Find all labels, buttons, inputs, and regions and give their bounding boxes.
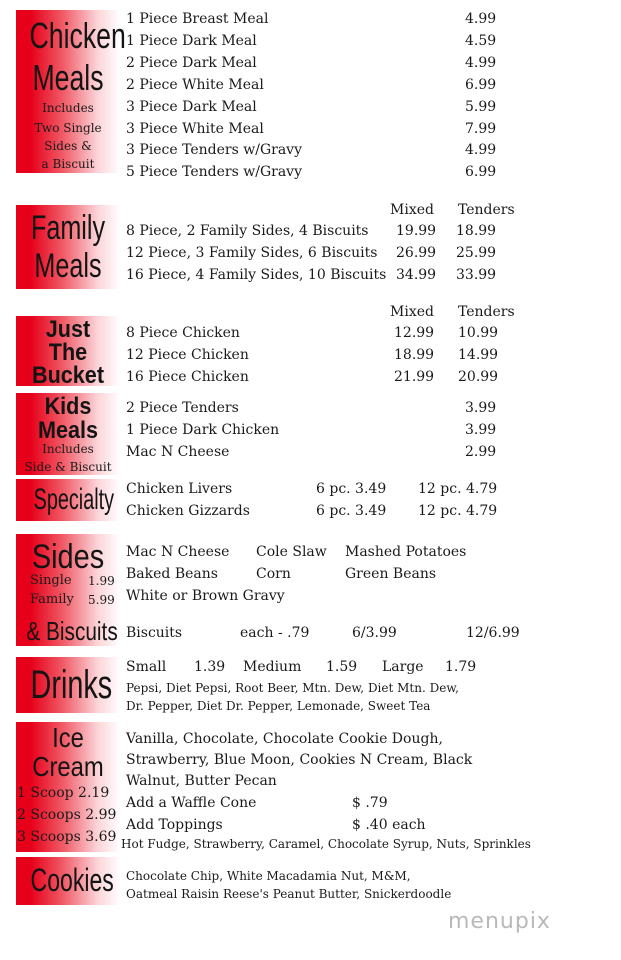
menu-item: Mac N Cheese bbox=[126, 444, 230, 460]
kids-title: Kids bbox=[44, 393, 92, 420]
ice-cream-flavors: Vanilla, Chocolate, Chocolate Cookie Dough, bbox=[126, 731, 443, 747]
menu-item: Chicken Livers bbox=[126, 481, 233, 497]
menu-price: 12 pc. 4.79 bbox=[418, 503, 498, 519]
menu-item: 12 Piece, 3 Family Sides, 6 Biscuits bbox=[126, 245, 378, 261]
menu-price: 6.99 bbox=[465, 77, 497, 93]
toppings-label: Add Toppings bbox=[126, 817, 223, 833]
drink-size: Large bbox=[382, 659, 424, 675]
drink-price: 1.79 bbox=[445, 659, 477, 675]
side-item: Corn bbox=[256, 566, 291, 582]
menu-price: 2.99 bbox=[465, 444, 497, 460]
chicken-title-2: Meals bbox=[32, 57, 104, 98]
menu-item: 12 Piece Chicken bbox=[126, 347, 249, 363]
menu-item: 16 Piece, 4 Family Sides, 10 Biscuits bbox=[126, 267, 387, 283]
scoop-price: 2 Scoops 2.99 bbox=[17, 807, 117, 823]
chicken-note-3: Sides & bbox=[44, 139, 92, 153]
menu-price: 7.99 bbox=[465, 121, 497, 137]
drink-list: Pepsi, Diet Pepsi, Root Beer, Mtn. Dew, Diet Mtn. Dew, bbox=[126, 681, 459, 695]
menu-price: 4.99 bbox=[465, 142, 497, 158]
cookie-list: Oatmeal Raisin Reese's Peanut Butter, Snickerdoodle bbox=[126, 887, 452, 901]
menu-item: Chicken Gizzards bbox=[126, 503, 250, 519]
menu-item: 8 Piece Chicken bbox=[126, 325, 240, 341]
scoop-price: 3 Scoops 3.69 bbox=[17, 829, 117, 845]
ice-cream-flavors: Strawberry, Blue Moon, Cookies N Cream, Black bbox=[126, 752, 473, 768]
cookies-block bbox=[16, 857, 120, 905]
waffle-cone-price: $ .79 bbox=[352, 795, 388, 811]
watermark-logo: menupix bbox=[448, 909, 551, 934]
cookies-title: Cookies bbox=[30, 862, 114, 898]
menu-item: 1 Piece Breast Meal bbox=[126, 11, 269, 27]
sides-title: Sides bbox=[31, 538, 105, 576]
family-meals-block bbox=[16, 205, 120, 289]
specialty-block bbox=[16, 479, 120, 521]
sides-single-price: 1.99 bbox=[88, 574, 115, 588]
chicken-title: Chicken bbox=[29, 15, 126, 56]
biscuits-title: & Biscuits bbox=[26, 616, 118, 646]
drink-price: 1.59 bbox=[326, 659, 358, 675]
col-header-tenders: Tenders bbox=[458, 202, 515, 218]
menu-price: 18.99 bbox=[456, 223, 497, 239]
chicken-meals-block bbox=[16, 10, 126, 173]
family-title: Family bbox=[30, 209, 106, 247]
menu-price: 26.99 bbox=[396, 245, 437, 261]
col-header-tenders: Tenders bbox=[458, 304, 515, 320]
drinks-block bbox=[16, 657, 120, 713]
chicken-note-1: Includes bbox=[42, 101, 94, 115]
sides-block bbox=[16, 534, 120, 646]
toppings-price: $ .40 each bbox=[352, 817, 426, 833]
menu-item: 3 Piece Dark Meal bbox=[126, 99, 257, 115]
biscuits-each: each - .79 bbox=[240, 625, 310, 641]
ice-cream-flavors: Walnut, Butter Pecan bbox=[126, 773, 277, 789]
menu-price: 34.99 bbox=[396, 267, 437, 283]
ice-cream-title-2: Cream bbox=[32, 751, 104, 782]
col-header-mixed: Mixed bbox=[390, 304, 434, 320]
side-item: Mashed Potatoes bbox=[345, 544, 467, 560]
menu-price: 18.99 bbox=[394, 347, 435, 363]
menu-price: 5.99 bbox=[465, 99, 497, 115]
bucket-block bbox=[16, 316, 120, 389]
biscuits-label: Biscuits bbox=[126, 625, 183, 641]
drink-size: Medium bbox=[243, 659, 302, 675]
menu-price: 6.99 bbox=[465, 164, 497, 180]
waffle-cone-label: Add a Waffle Cone bbox=[126, 795, 257, 811]
chicken-note-4: a Biscuit bbox=[41, 157, 95, 171]
side-item: Baked Beans bbox=[126, 566, 218, 582]
drinks-title: Drinks bbox=[30, 663, 113, 707]
menu-price: 12 pc. 4.79 bbox=[418, 481, 498, 497]
bucket-title-2: The bbox=[48, 339, 88, 366]
menu-price: 33.99 bbox=[456, 267, 497, 283]
sides-single-label: Single bbox=[30, 573, 72, 588]
side-item: Green Beans bbox=[345, 566, 437, 582]
side-item: Mac N Cheese bbox=[126, 544, 230, 560]
chicken-note-2: Two Single bbox=[34, 121, 102, 135]
menu-price: 10.99 bbox=[458, 325, 499, 341]
menu-item: 8 Piece, 2 Family Sides, 4 Biscuits bbox=[126, 223, 369, 239]
menu-price: 12.99 bbox=[394, 325, 435, 341]
kids-note-1: Includes bbox=[42, 442, 94, 456]
menu-price: 21.99 bbox=[394, 369, 435, 385]
ice-cream-title: Ice bbox=[52, 722, 84, 753]
sides-family-price: 5.99 bbox=[88, 593, 115, 607]
sides-family-label: Family bbox=[30, 592, 74, 607]
ice-cream-block bbox=[16, 722, 120, 852]
side-item: Cole Slaw bbox=[256, 544, 327, 560]
col-header-mixed: Mixed bbox=[390, 202, 434, 218]
menu-price: 3.99 bbox=[465, 400, 497, 416]
menu-price: 14.99 bbox=[458, 347, 499, 363]
menu-item: 2 Piece Dark Meal bbox=[126, 55, 257, 71]
menu-item: 2 Piece White Meal bbox=[126, 77, 264, 93]
menu-price: 3.99 bbox=[465, 422, 497, 438]
menu-item: 3 Piece White Meal bbox=[126, 121, 264, 137]
menu-item: 2 Piece Tenders bbox=[126, 400, 239, 416]
biscuits-six: 6/3.99 bbox=[352, 625, 397, 641]
menu-item: 1 Piece Dark Meal bbox=[126, 33, 257, 49]
menu-price: 4.99 bbox=[465, 55, 497, 71]
scoop-price: 1 Scoop 2.19 bbox=[17, 785, 110, 801]
drink-price: 1.39 bbox=[194, 659, 226, 675]
side-item: White or Brown Gravy bbox=[126, 588, 285, 604]
menu-price: 4.99 bbox=[465, 11, 497, 27]
kids-title-2: Meals bbox=[37, 417, 99, 444]
menu-item: 3 Piece Tenders w/Gravy bbox=[126, 142, 302, 158]
toppings-list: Hot Fudge, Strawberry, Caramel, Chocolate Syrup, Nuts, Sprinkles bbox=[121, 837, 531, 851]
menu-item: 16 Piece Chicken bbox=[126, 369, 249, 385]
specialty-title: Specialty bbox=[33, 483, 115, 516]
drink-list: Dr. Pepper, Diet Dr. Pepper, Lemonade, Sweet Tea bbox=[126, 699, 431, 713]
menu-price: 20.99 bbox=[458, 369, 499, 385]
menu-item: 5 Piece Tenders w/Gravy bbox=[126, 164, 302, 180]
bucket-title-3: Bucket bbox=[31, 362, 105, 389]
bucket-title: Just bbox=[45, 316, 91, 343]
menu-item: 1 Piece Dark Chicken bbox=[126, 422, 280, 438]
menu-price: 6 pc. 3.49 bbox=[316, 481, 387, 497]
menu-price: 6 pc. 3.49 bbox=[316, 503, 387, 519]
drink-size: Small bbox=[126, 659, 167, 675]
family-title-2: Meals bbox=[34, 247, 102, 285]
kids-note-2: Side & Biscuit bbox=[24, 460, 112, 474]
cookie-list: Chocolate Chip, White Macadamia Nut, M&M, bbox=[126, 869, 411, 883]
kids-meals-block bbox=[16, 393, 120, 475]
menu-price: 4.59 bbox=[465, 33, 497, 49]
menu-price: 25.99 bbox=[456, 245, 497, 261]
biscuits-twelve: 12/6.99 bbox=[466, 625, 520, 641]
menu-price: 19.99 bbox=[396, 223, 437, 239]
